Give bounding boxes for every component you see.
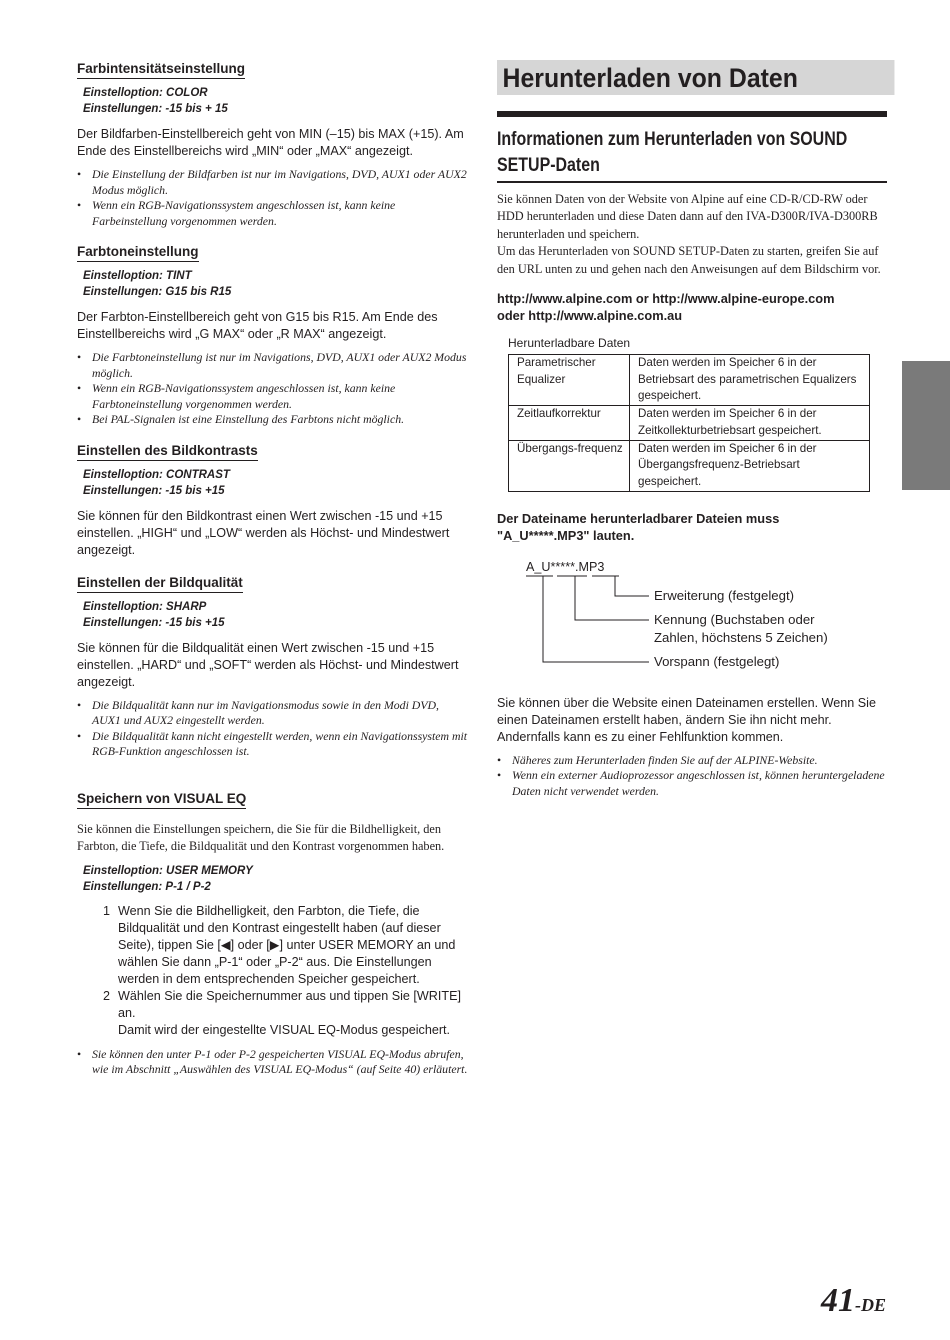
download-table bbox=[508, 354, 870, 492]
section-title: Informationen zum Herunterladen von SOUND SETUP-Daten bbox=[497, 129, 848, 176]
steps-list bbox=[77, 903, 469, 1039]
step-item: 1 Wenn Sie die Bildhelligkeit, den Farbton, die Tiefe, die Bildqualität und den Kontrast eingestellt haben (auf dieser Seite), tippen Sie [◀] oder [▶] unter USER MEMORY an und wählen Sie dann „P-1“ oder „P-2“ aus. Die Einstellungen werden in dem entsprechenden Speicher gespeichert. bbox=[103, 903, 456, 986]
paragraph: Sie können für die Bildqualität einen Wert zwischen -15 und +15 einstellen. „HARD“ und „SOFT“ werden als Höchst- und Mindestwert angezeigt. bbox=[77, 640, 459, 689]
table-caption: Herunterladbare Daten bbox=[508, 336, 631, 350]
right-column bbox=[497, 60, 887, 799]
step-item: 2 Wählen Sie die Speichernummer aus und tippen Sie [WRITE] an. Damit wird der eingestellte VISUAL EQ-Modus gespeichert. bbox=[103, 988, 461, 1037]
diagram-filename: A_U*****.MP3 bbox=[526, 559, 605, 574]
left-column bbox=[77, 60, 469, 1078]
heading-color: Farbintensitätseinstellung bbox=[77, 61, 245, 79]
diagram-id-line2: Zahlen, höchstens 5 Zeichen) bbox=[654, 629, 828, 645]
heading-contrast: Einstellen des Bildkontrasts bbox=[77, 443, 258, 461]
heading-tint: Farbtoneinstellung bbox=[77, 244, 199, 262]
paragraph: Sie können für den Bildkontrast einen Wert zwischen -15 und +15 einstellen. „HIGH“ und „LOW“ werden als Höchst- und Mindestwert angezeigt. bbox=[77, 508, 450, 557]
title-rule bbox=[497, 111, 887, 117]
note-item: • Die Bildqualität kann nur im Navigationsmodus sowie in den Modi DVD, AUX1 und AUX2 eingestellt werden. bbox=[77, 697, 440, 727]
option-line: Einstelloption: TINT bbox=[83, 270, 192, 282]
paragraph: Sie können die Einstellungen speichern, die Sie für die Bildhelligkeit, den Farbton, die Tiefe, die Bildqualität und den Kontrast vorgenommen haben. bbox=[77, 821, 445, 853]
option-line: Einstelloption: COLOR bbox=[83, 87, 208, 99]
note-item: • Wenn ein RGB-Navigationssystem angeschlossen ist, kann keine Farbtoneinstellung vorgenommen werden. bbox=[77, 381, 396, 411]
note-item: • Wenn ein externer Audioprozessor angeschlossen ist, können heruntergeladene Daten nicht verwendet werden. bbox=[497, 768, 885, 798]
page-number: 41-DE bbox=[821, 1282, 886, 1319]
settings-line: Einstellungen: -15 bis +15 bbox=[83, 484, 225, 497]
paragraph: Der Farbton-Einstellbereich geht von G15 bis R15. Am Ende des Einstellbereichs wird „G MAX“ oder „R MAX“ angezeigt. bbox=[77, 310, 438, 341]
diagram-extension: Erweiterung (festgelegt) bbox=[654, 587, 795, 603]
note-item: • Bei PAL-Signalen ist eine Einstellung des Farbtons nicht möglich. bbox=[77, 412, 405, 426]
paragraph: Sie können über die Website einen Dateinamen erstellen. Wenn Sie einen Dateinamen erstellt haben, ändern Sie ihn nicht mehr. Andernfalls kann es zu einer Fehlfunktion kommen. bbox=[497, 695, 876, 744]
paragraph: Der Bildfarben-Einstellbereich geht von MIN (–15) bis MAX (+15). Am Ende des Einstellbereichs wird „MIN“ oder „MAX“ angezeigt. bbox=[77, 127, 464, 158]
settings-line: Einstellungen: G15 bis R15 bbox=[83, 286, 232, 298]
table-cell: Parametrischer Equalizer bbox=[509, 355, 630, 406]
table-row bbox=[509, 440, 870, 491]
heading-memory: Speichern von VISUAL EQ bbox=[77, 791, 246, 809]
table-cell: Übergangs-frequenz bbox=[509, 440, 630, 491]
settings-line: Einstellungen: -15 bis +15 bbox=[83, 616, 225, 629]
note-item: • Näheres zum Herunterladen finden Sie auf der ALPINE-Website. bbox=[497, 752, 818, 767]
heading-sharp: Einstellen der Bildqualität bbox=[77, 575, 243, 593]
notes-list bbox=[77, 1047, 469, 1078]
notes-list bbox=[497, 753, 887, 800]
notes-list bbox=[77, 350, 469, 428]
notes-list bbox=[77, 698, 469, 760]
filename-note: Der Dateiname herunterladbarer Dateien muss "A_U*****.MP3" lauten. bbox=[497, 510, 780, 543]
notes-list bbox=[77, 167, 469, 229]
option-line: Einstelloption: SHARP bbox=[83, 600, 207, 613]
note-item: • Wenn ein RGB-Navigationssystem angeschlossen ist, kann keine Farbeinstellung vorgenommen werden. bbox=[77, 198, 396, 228]
settings-line: Einstellungen: -15 bis + 15 bbox=[83, 103, 228, 115]
chapter-tab-marker bbox=[902, 361, 950, 490]
section-rule bbox=[497, 181, 887, 183]
table-cell: Zeitlaufkorrektur bbox=[509, 406, 630, 440]
diagram-prefix: Vorspann (festgelegt) bbox=[654, 653, 780, 669]
note-item: • Die Bildqualität kann nicht eingestellt werden, wenn ein Navigationssystem mit RGB-Funktion angeschlossen ist. bbox=[77, 728, 468, 758]
table-row bbox=[509, 406, 870, 440]
option-line: Einstelloption: CONTRAST bbox=[83, 468, 230, 481]
settings-line: Einstellungen: P-1 / P-2 bbox=[83, 880, 211, 893]
option-line: Einstelloption: USER MEMORY bbox=[83, 864, 253, 877]
diagram-id-line1: Kennung (Buchstaben oder bbox=[654, 611, 815, 627]
page-title: Herunterladen von Daten bbox=[497, 60, 894, 95]
table-cell: Daten werden im Speicher 6 in der Übergangsfrequenz-Betriebsart gespeichert. bbox=[630, 440, 870, 491]
table-cell: Daten werden im Speicher 6 in der Betriebsart des parametrischen Equalizers gespeichert. bbox=[630, 355, 870, 406]
note-item: • Die Farbtoneinstellung ist nur im Navigations, DVD, AUX1 oder AUX2 Modus möglich. bbox=[77, 350, 467, 380]
url-text: http://www.alpine.com or http://www.alpine-europe.com oder http://www.alpine.com.au bbox=[497, 291, 835, 323]
note-item: • Sie können den unter P-1 oder P-2 gespeicherten VISUAL EQ-Modus abrufen, wie im Abschnitt „Auswählen des VISUAL EQ-Modus“ (auf Seite 40) erläutert. bbox=[77, 1046, 468, 1076]
table-cell: Daten werden im Speicher 6 in der Zeitkollekturbetriebsart gespeichert. bbox=[630, 406, 870, 440]
intro-paragraph: Sie können Daten von der Website von Alpine auf eine CD-R/CD-RW oder HDD herunterladen und diese Daten dann auf den IVA-D300R/IVA-D300RB herunterladen und speichern. Um das Herunterladen von SOUND SETUP-Daten zu starten, greifen Sie auf den URL unten zu und gehen nach den Anweisungen auf dem Bildschirm vor. bbox=[497, 191, 881, 276]
note-item: • Die Einstellung der Bildfarben ist nur im Navigations, DVD, AUX1 oder AUX2 Modus möglich. bbox=[77, 167, 467, 197]
filename-diagram bbox=[497, 556, 887, 681]
table-row bbox=[509, 355, 870, 406]
